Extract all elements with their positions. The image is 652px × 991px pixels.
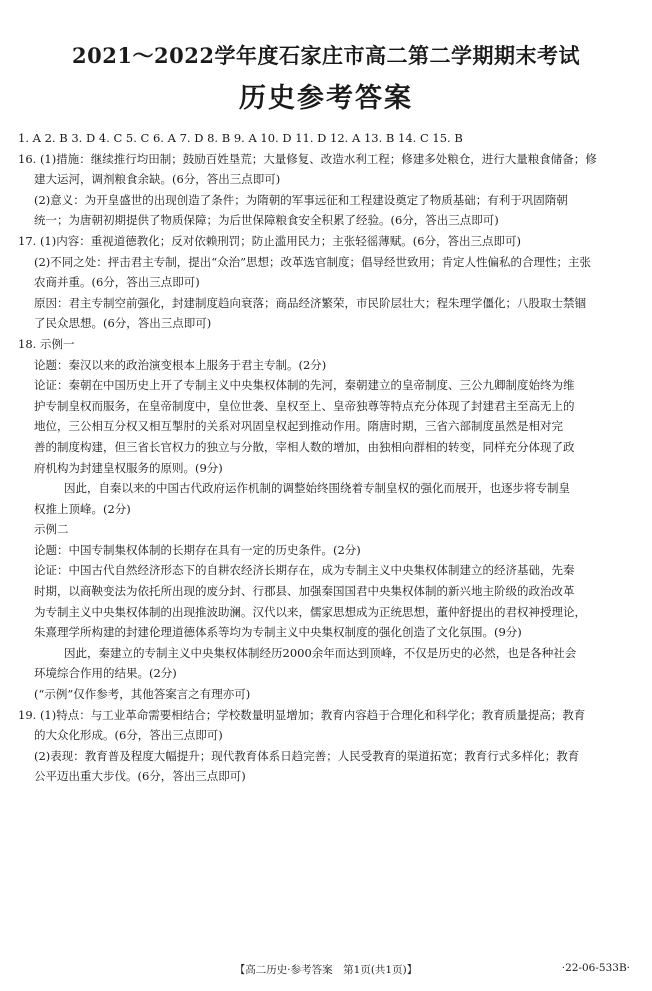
q17-reason-line1: 原因：君主专制空前强化，封建制度趋向衰落；商品经济繁荣，市民阶层壮大；程朱理学僵化；八股取士禁锢 — [34, 295, 586, 310]
q16-part2-line2: 统一；为唐朝初期提供了物质保障；为后世保障粮食安全积累了经验。(6分，答出三点即可) — [34, 213, 499, 228]
q18-example1-label: 18. 示例一 — [18, 336, 75, 351]
exam-title: 2021～2022学年度石家庄市高二第二学期期末考试 — [72, 43, 580, 68]
footer-doc-code: ·22-06-533B· — [561, 962, 630, 974]
q16-part1-line1: 16. (1)措施：继续推行均田制；鼓励百姓垦荒；大量修复、改造水利工程；修建多处粮仓，进行大量粮食储备；修 — [18, 151, 597, 166]
q18-note: (“示例”仅作参考，其他答案言之有理亦可) — [34, 687, 251, 702]
q18-example2-label: 示例二 — [34, 522, 69, 537]
q18-example1-argument-line1: 论证：秦朝在中国历史上开了专制主义中央集权体制的先河，秦朝建立的皇帝制度、三公九卿制度始终为维 — [34, 378, 575, 393]
q17-part1: 17. (1)内容：重视道德教化；反对依赖刑罚；防止滥用民力；主张轻徭薄赋。(6分，答出三点即可) — [18, 233, 522, 248]
q18-example1-argument-line3: 地位，三公相互分权又相互掣肘的关系对巩固皇权起到推动作用。隋唐时期，三省六部制度虽然是相对完 — [34, 419, 563, 434]
q18-example1-conclusion-line1: 因此，自秦以来的中国古代政府运作机制的调整始终围绕着专制皇权的强化而展开，也逐步将专制皇 — [64, 481, 570, 496]
q18-example1-conclusion-line2: 权推上顶峰。(2分) — [34, 501, 131, 516]
q16-part2-line1: (2)意义：为开皇盛世的出现创造了条件；为隋朝的军事远征和工程建设奠定了物质基础；有利于巩固隋朝 — [34, 192, 568, 207]
answer-body — [18, 128, 634, 787]
q19-part1-line2: 的大众化形成。(6分，答出三点即可) — [34, 728, 223, 743]
q17-part2-line2: 农商并重。(6分，答出三点即可) — [34, 275, 200, 290]
q18-example2-argument-line2: 时期，以商鞅变法为依托所出现的废分封、行郡县、加强秦国国君中央集权体制的新兴地主阶级的政治改革 — [34, 584, 575, 599]
q18-example2-conclusion-line2: 环境综合作用的结果。(2分) — [34, 666, 177, 681]
q18-example1-argument-line2: 护专制皇权而服务，在皇帝制度中，皇位世袭、皇权至上、皇帝独尊等特点充分体现了封建君主至高无上的 — [34, 398, 575, 413]
q16-part1-line2: 建大运河，调剂粮食余缺。(6分，答出三点即可) — [34, 172, 281, 187]
q19-part2-line2: 公平迈出重大步伐。(6分，答出三点即可) — [34, 769, 246, 784]
q17-part2-line1: (2)不同之处：抨击君主专制，提出“众治”思想；改革选官制度；倡导经世致用；肯定人性偏私的合理性；主张 — [34, 254, 592, 269]
q18-example1-thesis: 论题：秦汉以来的政治演变根本上服务于君主专制。(2分) — [34, 357, 327, 372]
q18-example1-argument-line4: 善的制度构建，但三省长官权力的独立与分散，宰相人数的增加，由独相向群相的转变，同样充分体现了政 — [34, 439, 575, 454]
footer-page-info: 【高二历史·参考答案 第1页(共1页)】 — [234, 964, 418, 976]
q18-example2-conclusion-line1: 因此，秦建立的专制主义中央集权体制经历2000余年而达到顶峰，不仅是历史的必然，也是各种社会 — [64, 645, 577, 660]
page-title: 历史参考答案 — [239, 83, 413, 114]
mc-answers: 1. A 2. B 3. D 4. C 5. C 6. A 7. D 8. B 9. A 10. D 11. D 12. A 13. B 14. C 15. B — [18, 131, 463, 145]
q17-reason-line2: 了民众思想。(6分，答出三点即可) — [34, 316, 212, 331]
q19-part2-line1: (2)表现：教育普及程度大幅提升；现代教育体系日趋完善；人民受教育的渠道拓宽；教育行式多样化；教育 — [34, 748, 580, 763]
q18-example1-argument-line5: 府机构为封建皇权服务的原则。(9分) — [34, 460, 223, 475]
q18-example2-thesis: 论题：中国专制集权体制的长期存在具有一定的历史条件。(2分) — [34, 542, 361, 557]
q18-example2-argument-line1: 论证：中国古代自然经济形态下的自耕农经济长期存在，成为专制主义中央集权体制建立的经济基础，先秦 — [34, 563, 575, 578]
q19-part1-line1: 19. (1)特点：与工业革命需要相结合；学校数量明显增加；教育内容趋于合理化和科学化；教育质量提高；教育 — [18, 707, 586, 722]
q18-example2-argument-line3: 为专制主义中央集权体制的出现推波助澜。汉代以来，儒家思想成为正统思想，董仲舒提出的君权神授理论， — [34, 604, 586, 619]
q18-example2-argument-line4: 朱熹理学所构建的封建伦理道德体系等均为专制主义中央集权制度的强化创造了文化氛围。(9分) — [34, 625, 522, 640]
